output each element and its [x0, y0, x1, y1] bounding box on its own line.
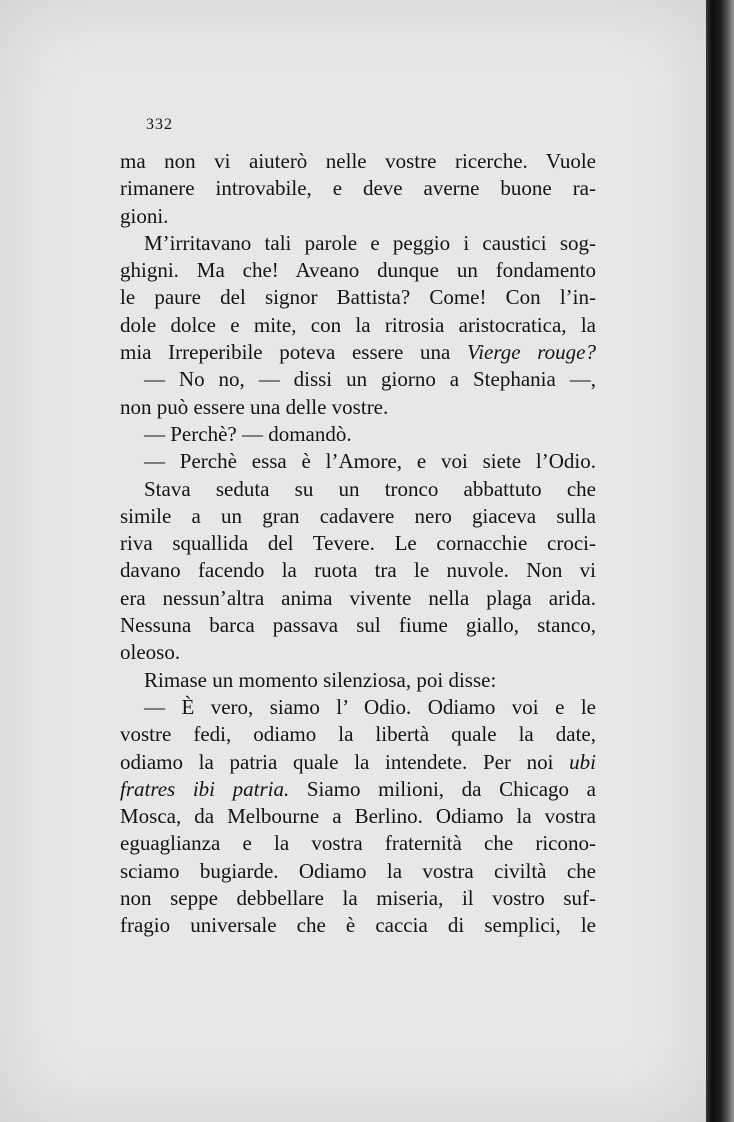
- text-line: sciamo bugiarde. Odiamo la vostra civiltà che: [120, 858, 596, 883]
- text-line: rimanere introvabile, e deve averne buone ra-: [120, 176, 596, 201]
- page-number: 332: [146, 116, 173, 133]
- text-line: fragio universale che è caccia di semplici, le: [120, 913, 596, 938]
- book-spine-shadow: [706, 0, 734, 1122]
- text-line: — È vero, siamo l’ Odio. Odiamo voi e le: [144, 694, 596, 719]
- text-line: era nessun’altra anima vivente nella plaga arida.: [120, 585, 596, 610]
- text-line: ghigni. Ma che! Aveano dunque un fondamento: [120, 258, 596, 283]
- text-line: davano facendo la ruota tra le nuvole. Non vi: [120, 558, 596, 583]
- text-line: non seppe debbellare la miseria, il vostro suf-: [120, 886, 596, 911]
- text-line: vostre fedi, odiamo la libertà quale la date,: [120, 722, 596, 747]
- text-segment: mia Irreperibile poteva essere una: [120, 340, 467, 365]
- text-line: — Perchè essa è l’Amore, e voi siete l’Odio.: [144, 449, 596, 474]
- text-line: dole dolce e mite, con la ritrosia aristocratica, la: [120, 312, 596, 337]
- text-line: ma non vi aiuterò nelle vostre ricerche. Vuole: [120, 149, 596, 173]
- text-line: — Perchè? — domandò.: [144, 421, 352, 446]
- text-segment: Siamo milioni, da Chicago a: [289, 776, 596, 801]
- text-line: gioni.: [120, 203, 169, 228]
- text-line: [120, 339, 596, 366]
- page-text: [120, 148, 596, 940]
- text-line: oleoso.: [120, 640, 181, 665]
- text-line: [120, 776, 596, 803]
- text-line: non può essere una delle vostre.: [120, 394, 389, 419]
- text-line: [120, 749, 596, 776]
- text-line: Mosca, da Melbourne a Berlino. Odiamo la vostra: [120, 804, 596, 829]
- text-line: Rimase un momento silenziosa, poi disse:: [144, 667, 497, 692]
- text-line: simile a un gran cadavere nero giaceva sulla: [120, 503, 596, 528]
- italic-phrase: fratres ibi patria.: [120, 776, 290, 801]
- text-segment: odiamo la patria quale la intendete. Per noi: [120, 749, 570, 774]
- italic-phrase: Vierge rouge?: [466, 340, 596, 365]
- text-line: le paure del signor Battista? Come! Con l’in-: [120, 285, 596, 310]
- text-line: Stava seduta su un tronco abbattuto che: [144, 476, 596, 501]
- text-line: M’irritavano tali parole e peggio i caustici sog-: [144, 230, 596, 255]
- text-line: eguaglianza e la vostra fraternità che ricono-: [120, 831, 596, 856]
- text-line: Nessuna barca passava sul fiume giallo, stanco,: [120, 613, 596, 638]
- text-line: — No no, — dissi un giorno a Stephania —,: [144, 367, 596, 392]
- italic-phrase: ubi: [569, 749, 596, 774]
- text-line: riva squallida del Tevere. Le cornacchie croci-: [120, 531, 596, 556]
